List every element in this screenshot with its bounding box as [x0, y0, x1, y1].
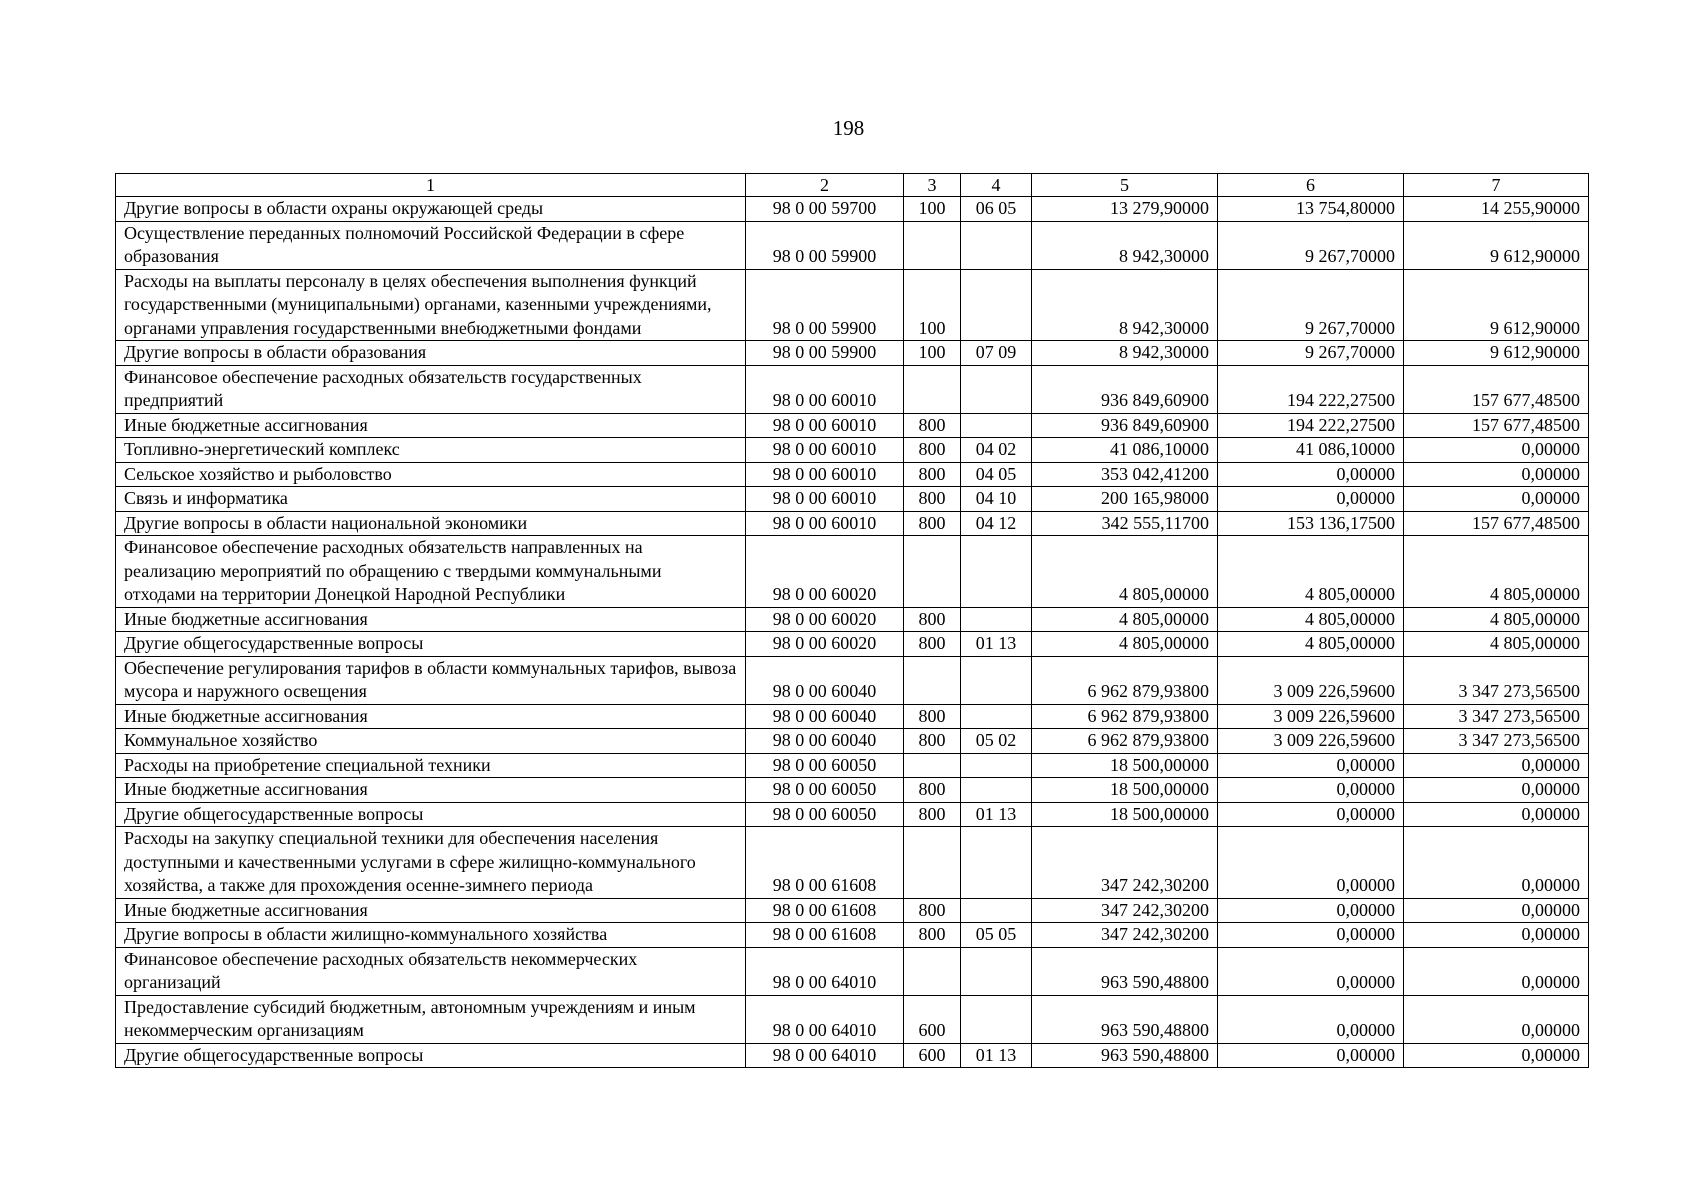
row-vr-cell: 800 [904, 729, 961, 754]
row-value-6-cell: 0,00000 [1218, 1043, 1404, 1068]
row-name-cell: Другие вопросы в области жилищно-коммунального хозяйства [116, 923, 746, 948]
table-row [116, 704, 1589, 729]
row-value-7-cell: 4 805,00000 [1404, 632, 1589, 657]
row-name-cell: Другие общегосударственные вопросы [116, 632, 746, 657]
row-section-cell [961, 269, 1032, 341]
row-value-5-cell: 8 942,30000 [1032, 341, 1218, 366]
header-row [116, 174, 1589, 197]
row-name-cell: Другие вопросы в области охраны окружающей среды [116, 197, 746, 222]
header-cell: 4 [961, 174, 1032, 197]
row-vr-cell [904, 656, 961, 704]
table-row [116, 487, 1589, 512]
row-value-6-cell: 0,00000 [1218, 898, 1404, 923]
row-vr-cell: 100 [904, 197, 961, 222]
row-vr-cell: 800 [904, 511, 961, 536]
row-name-cell: Коммунальное хозяйство [116, 729, 746, 754]
row-code-cell: 98 0 00 60010 [746, 413, 904, 438]
row-vr-cell: 800 [904, 462, 961, 487]
row-section-cell: 01 13 [961, 802, 1032, 827]
row-name-cell: Связь и информатика [116, 487, 746, 512]
row-value-6-cell: 13 754,80000 [1218, 197, 1404, 222]
row-value-5-cell: 13 279,90000 [1032, 197, 1218, 222]
table-row [116, 632, 1589, 657]
table-row [116, 341, 1589, 366]
row-code-cell: 98 0 00 61608 [746, 898, 904, 923]
row-section-cell [961, 607, 1032, 632]
row-value-5-cell: 963 590,48800 [1032, 995, 1218, 1043]
table-row [116, 197, 1589, 222]
row-value-7-cell: 0,00000 [1404, 487, 1589, 512]
row-value-7-cell: 9 612,90000 [1404, 221, 1589, 269]
row-name-cell: Финансовое обеспечение расходных обязательств государственных предприятий [116, 365, 746, 413]
row-vr-cell: 800 [904, 802, 961, 827]
header-cell: 7 [1404, 174, 1589, 197]
row-code-cell: 98 0 00 60020 [746, 632, 904, 657]
row-code-cell: 98 0 00 64010 [746, 947, 904, 995]
row-vr-cell: 600 [904, 1043, 961, 1068]
row-value-5-cell: 936 849,60900 [1032, 413, 1218, 438]
row-name-cell: Иные бюджетные ассигнования [116, 898, 746, 923]
row-value-6-cell: 4 805,00000 [1218, 632, 1404, 657]
table-row [116, 729, 1589, 754]
table-row [116, 607, 1589, 632]
row-name-cell: Другие вопросы в области образования [116, 341, 746, 366]
row-code-cell: 98 0 00 60010 [746, 462, 904, 487]
row-name-cell: Осуществление переданных полномочий Российской Федерации в сфере образования [116, 221, 746, 269]
row-section-cell [961, 898, 1032, 923]
row-name-cell: Сельское хозяйство и рыболовство [116, 462, 746, 487]
header-cell: 6 [1218, 174, 1404, 197]
row-value-7-cell: 0,00000 [1404, 462, 1589, 487]
row-vr-cell: 100 [904, 269, 961, 341]
row-value-5-cell: 347 242,30200 [1032, 827, 1218, 899]
row-value-5-cell: 4 805,00000 [1032, 607, 1218, 632]
table-row [116, 656, 1589, 704]
row-value-7-cell: 9 612,90000 [1404, 269, 1589, 341]
row-name-cell: Расходы на закупку специальной техники для обеспечения населения доступными и качественными услугами в сфере жилищно-коммунального хозяйства, а также для прохождения осенне-зимнего периода [116, 827, 746, 899]
table-row [116, 923, 1589, 948]
row-value-7-cell: 9 612,90000 [1404, 341, 1589, 366]
header-cell: 2 [746, 174, 904, 197]
row-value-6-cell: 0,00000 [1218, 923, 1404, 948]
table-row [116, 536, 1589, 608]
row-value-5-cell: 4 805,00000 [1032, 536, 1218, 608]
row-value-7-cell: 0,00000 [1404, 898, 1589, 923]
row-section-cell: 01 13 [961, 1043, 1032, 1068]
table-row [116, 438, 1589, 463]
row-code-cell: 98 0 00 59900 [746, 269, 904, 341]
row-value-6-cell: 9 267,70000 [1218, 269, 1404, 341]
row-name-cell: Топливно-энергетический комплекс [116, 438, 746, 463]
row-vr-cell: 100 [904, 341, 961, 366]
row-section-cell [961, 656, 1032, 704]
row-code-cell: 98 0 00 60020 [746, 536, 904, 608]
row-code-cell: 98 0 00 60040 [746, 729, 904, 754]
row-value-5-cell: 8 942,30000 [1032, 269, 1218, 341]
row-value-5-cell: 18 500,00000 [1032, 778, 1218, 803]
row-value-6-cell: 9 267,70000 [1218, 221, 1404, 269]
row-code-cell: 98 0 00 60050 [746, 802, 904, 827]
row-section-cell [961, 536, 1032, 608]
table-row [116, 778, 1589, 803]
row-value-7-cell: 0,00000 [1404, 1043, 1589, 1068]
row-code-cell: 98 0 00 64010 [746, 995, 904, 1043]
row-section-cell: 07 09 [961, 341, 1032, 366]
row-section-cell [961, 413, 1032, 438]
row-value-7-cell: 0,00000 [1404, 827, 1589, 899]
row-value-7-cell: 0,00000 [1404, 753, 1589, 778]
row-name-cell: Расходы на выплаты персоналу в целях обеспечения выполнения функций государственными (муниципальными) органами, казенными учреждениями, органами управления государственными внебюджетными фондами [116, 269, 746, 341]
table-row [116, 269, 1589, 341]
row-section-cell [961, 753, 1032, 778]
row-name-cell: Обеспечение регулирования тарифов в области коммунальных тарифов, вывоза мусора и наружного освещения [116, 656, 746, 704]
table-row [116, 753, 1589, 778]
row-name-cell: Расходы на приобретение специальной техники [116, 753, 746, 778]
row-name-cell: Иные бюджетные ассигнования [116, 778, 746, 803]
table-row [116, 802, 1589, 827]
row-code-cell: 98 0 00 60040 [746, 704, 904, 729]
row-value-7-cell: 4 805,00000 [1404, 607, 1589, 632]
budget-table [115, 173, 1589, 1068]
row-value-7-cell: 0,00000 [1404, 802, 1589, 827]
row-code-cell: 98 0 00 59900 [746, 221, 904, 269]
row-value-6-cell: 3 009 226,59600 [1218, 704, 1404, 729]
row-value-6-cell: 153 136,17500 [1218, 511, 1404, 536]
row-value-6-cell: 194 222,27500 [1218, 365, 1404, 413]
row-code-cell: 98 0 00 61608 [746, 923, 904, 948]
row-vr-cell [904, 827, 961, 899]
row-code-cell: 98 0 00 59700 [746, 197, 904, 222]
row-code-cell: 98 0 00 60020 [746, 607, 904, 632]
row-value-7-cell: 0,00000 [1404, 778, 1589, 803]
row-name-cell: Финансовое обеспечение расходных обязательств некоммерческих организаций [116, 947, 746, 995]
row-value-6-cell: 4 805,00000 [1218, 536, 1404, 608]
table-row [116, 898, 1589, 923]
table-row [116, 995, 1589, 1043]
table-row [116, 365, 1589, 413]
row-value-7-cell: 0,00000 [1404, 923, 1589, 948]
row-value-5-cell: 347 242,30200 [1032, 898, 1218, 923]
row-vr-cell [904, 221, 961, 269]
table-row [116, 947, 1589, 995]
row-name-cell: Иные бюджетные ассигнования [116, 413, 746, 438]
row-code-cell: 98 0 00 60040 [746, 656, 904, 704]
row-name-cell: Предоставление субсидий бюджетным, автономным учреждениям и иным некоммерческим организациям [116, 995, 746, 1043]
row-name-cell: Другие общегосударственные вопросы [116, 1043, 746, 1068]
row-section-cell [961, 221, 1032, 269]
header-cell: 1 [116, 174, 746, 197]
row-vr-cell: 800 [904, 632, 961, 657]
row-name-cell: Другие вопросы в области национальной экономики [116, 511, 746, 536]
row-value-5-cell: 200 165,98000 [1032, 487, 1218, 512]
row-value-6-cell: 41 086,10000 [1218, 438, 1404, 463]
row-value-7-cell: 0,00000 [1404, 438, 1589, 463]
row-value-6-cell: 0,00000 [1218, 753, 1404, 778]
row-value-5-cell: 41 086,10000 [1032, 438, 1218, 463]
row-value-6-cell: 0,00000 [1218, 947, 1404, 995]
row-value-7-cell: 157 677,48500 [1404, 511, 1589, 536]
row-value-7-cell: 0,00000 [1404, 947, 1589, 995]
row-value-5-cell: 6 962 879,93800 [1032, 656, 1218, 704]
row-value-5-cell: 8 942,30000 [1032, 221, 1218, 269]
row-value-7-cell: 3 347 273,56500 [1404, 656, 1589, 704]
row-value-6-cell: 0,00000 [1218, 487, 1404, 512]
row-value-5-cell: 347 242,30200 [1032, 923, 1218, 948]
row-section-cell [961, 827, 1032, 899]
row-section-cell: 04 12 [961, 511, 1032, 536]
row-section-cell: 01 13 [961, 632, 1032, 657]
row-code-cell: 98 0 00 60050 [746, 753, 904, 778]
row-vr-cell [904, 536, 961, 608]
row-value-5-cell: 18 500,00000 [1032, 753, 1218, 778]
row-code-cell: 98 0 00 61608 [746, 827, 904, 899]
row-value-5-cell: 963 590,48800 [1032, 1043, 1218, 1068]
table-row [116, 511, 1589, 536]
row-name-cell: Иные бюджетные ассигнования [116, 607, 746, 632]
row-value-5-cell: 936 849,60900 [1032, 365, 1218, 413]
row-section-cell [961, 947, 1032, 995]
table-row [116, 1043, 1589, 1068]
row-section-cell: 05 02 [961, 729, 1032, 754]
row-value-5-cell: 6 962 879,93800 [1032, 704, 1218, 729]
header-cell: 3 [904, 174, 961, 197]
row-section-cell: 04 10 [961, 487, 1032, 512]
row-code-cell: 98 0 00 60010 [746, 438, 904, 463]
row-vr-cell [904, 365, 961, 413]
row-value-6-cell: 3 009 226,59600 [1218, 656, 1404, 704]
row-value-6-cell: 0,00000 [1218, 802, 1404, 827]
table-row [116, 462, 1589, 487]
row-section-cell: 04 02 [961, 438, 1032, 463]
table-row [116, 827, 1589, 899]
row-value-6-cell: 0,00000 [1218, 778, 1404, 803]
row-value-6-cell: 0,00000 [1218, 827, 1404, 899]
table-row [116, 221, 1589, 269]
row-value-6-cell: 0,00000 [1218, 995, 1404, 1043]
header-cell: 5 [1032, 174, 1218, 197]
row-vr-cell: 600 [904, 995, 961, 1043]
row-code-cell: 98 0 00 59900 [746, 341, 904, 366]
page-number: 198 [832, 116, 865, 140]
row-name-cell: Финансовое обеспечение расходных обязательств направленных на реализацию мероприятий по обращению с твердыми коммунальными отходами на территории Донецкой Народной Республики [116, 536, 746, 608]
row-vr-cell [904, 947, 961, 995]
row-value-5-cell: 353 042,41200 [1032, 462, 1218, 487]
row-value-6-cell: 3 009 226,59600 [1218, 729, 1404, 754]
row-vr-cell: 800 [904, 704, 961, 729]
table-body [116, 197, 1589, 1068]
row-section-cell [961, 778, 1032, 803]
row-code-cell: 98 0 00 64010 [746, 1043, 904, 1068]
row-value-7-cell: 4 805,00000 [1404, 536, 1589, 608]
row-section-cell [961, 995, 1032, 1043]
row-section-cell [961, 704, 1032, 729]
row-code-cell: 98 0 00 60010 [746, 487, 904, 512]
row-value-6-cell: 9 267,70000 [1218, 341, 1404, 366]
row-value-7-cell: 157 677,48500 [1404, 413, 1589, 438]
row-value-6-cell: 4 805,00000 [1218, 607, 1404, 632]
row-vr-cell: 800 [904, 413, 961, 438]
row-value-5-cell: 6 962 879,93800 [1032, 729, 1218, 754]
row-section-cell: 05 05 [961, 923, 1032, 948]
row-value-7-cell: 0,00000 [1404, 995, 1589, 1043]
row-vr-cell [904, 753, 961, 778]
row-code-cell: 98 0 00 60010 [746, 365, 904, 413]
row-name-cell: Иные бюджетные ассигнования [116, 704, 746, 729]
row-value-7-cell: 14 255,90000 [1404, 197, 1589, 222]
row-value-5-cell: 4 805,00000 [1032, 632, 1218, 657]
row-code-cell: 98 0 00 60050 [746, 778, 904, 803]
row-value-5-cell: 342 555,11700 [1032, 511, 1218, 536]
row-vr-cell: 800 [904, 487, 961, 512]
row-value-6-cell: 0,00000 [1218, 462, 1404, 487]
table-row [116, 413, 1589, 438]
row-section-cell [961, 365, 1032, 413]
row-value-5-cell: 963 590,48800 [1032, 947, 1218, 995]
row-value-7-cell: 3 347 273,56500 [1404, 729, 1589, 754]
row-value-5-cell: 18 500,00000 [1032, 802, 1218, 827]
row-vr-cell: 800 [904, 607, 961, 632]
row-value-6-cell: 194 222,27500 [1218, 413, 1404, 438]
row-vr-cell: 800 [904, 923, 961, 948]
row-value-7-cell: 3 347 273,56500 [1404, 704, 1589, 729]
row-code-cell: 98 0 00 60010 [746, 511, 904, 536]
row-vr-cell: 800 [904, 898, 961, 923]
row-vr-cell: 800 [904, 778, 961, 803]
row-section-cell: 06 05 [961, 197, 1032, 222]
row-name-cell: Другие общегосударственные вопросы [116, 802, 746, 827]
row-section-cell: 04 05 [961, 462, 1032, 487]
row-vr-cell: 800 [904, 438, 961, 463]
row-value-7-cell: 157 677,48500 [1404, 365, 1589, 413]
